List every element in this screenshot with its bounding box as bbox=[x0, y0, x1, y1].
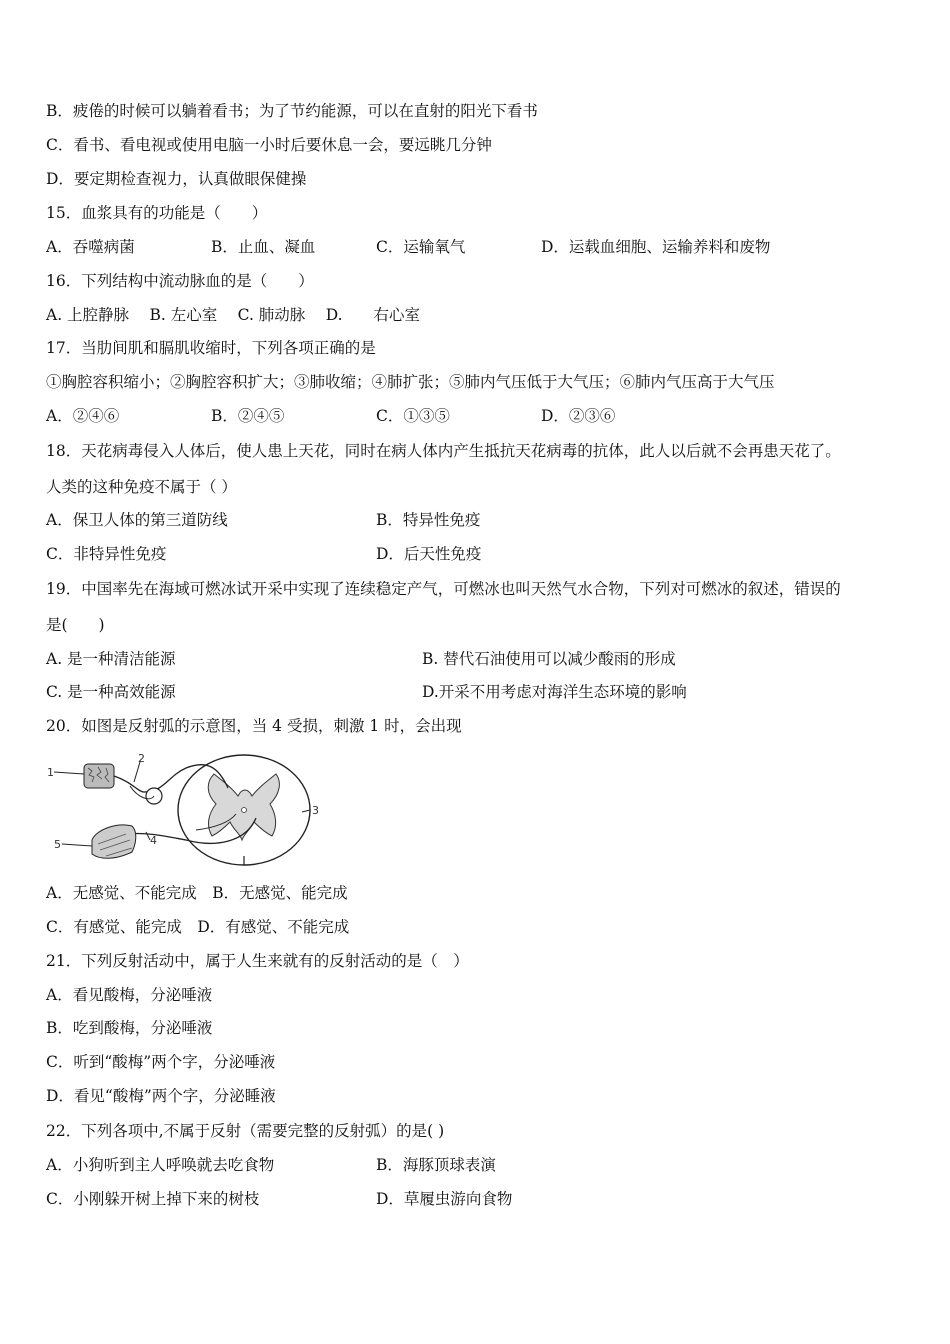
q14-option-d: D．要定期检查视力，认真做眼保健操 bbox=[46, 170, 307, 188]
q18-option-c: C．非特异性免疫 bbox=[46, 545, 167, 563]
q19-option-c: C. 是一种高效能源 bbox=[46, 683, 176, 701]
q22-option-c: C．小刚躲开树上掉下来的树枝 bbox=[46, 1190, 260, 1208]
q18-option-a: A．保卫人体的第三道防线 bbox=[46, 511, 228, 529]
q17-stem: 17．当肋间肌和膈肌收缩时，下列各项正确的是 bbox=[46, 339, 376, 357]
q19-stem-line1: 19．中国率先在海域可燃冰试开采中实现了连续稳定产气，可燃冰也叫天然气水合物，下列对可燃冰的叙述，错误的 bbox=[46, 580, 841, 598]
q22-stem: 22．下列各项中,不属于反射（需要完整的反射弧）的是( ) bbox=[46, 1122, 445, 1140]
q16-stem: 16．下列结构中流动脉血的是（ ） bbox=[46, 272, 314, 290]
q17-option-a: A．②④⑥ bbox=[46, 407, 120, 425]
label-2-leader bbox=[134, 762, 140, 782]
q17-option-b: B．②④⑤ bbox=[211, 407, 285, 425]
q21-stem: 21．下列反射活动中，属于人生来就有的反射活动的是（ ） bbox=[46, 952, 469, 970]
q17-option-d: D．②③⑥ bbox=[541, 407, 616, 425]
q21-option-c: C．听到“酸梅”两个字，分泌唾液 bbox=[46, 1053, 276, 1071]
label-5: 5 bbox=[54, 838, 61, 851]
label-1: 1 bbox=[47, 766, 54, 779]
q15-stem: 15．血浆具有的功能是（ ） bbox=[46, 204, 268, 222]
q21-option-a: A．看见酸梅，分泌唾液 bbox=[46, 986, 213, 1004]
q22-option-b: B．海豚顶球表演 bbox=[376, 1156, 496, 1174]
q19-option-a: A. 是一种清洁能源 bbox=[46, 650, 176, 668]
label-5-leader bbox=[62, 844, 92, 846]
q17-statements: ①胸腔容积缩小；②胸腔容积扩大；③肺收缩；④肺扩张；⑤肺内气压低于大气压；⑥肺内气压高于大气压 bbox=[46, 373, 775, 391]
q15-option-c: C．运输氧气 bbox=[376, 238, 466, 256]
q14-option-c: C．看书、看电视或使用电脑一小时后要休息一会，要远眺几分钟 bbox=[46, 136, 492, 154]
reflex-arc-diagram bbox=[46, 752, 326, 872]
q15-option-a: A．吞噬病菌 bbox=[46, 238, 135, 256]
central-canal bbox=[242, 808, 247, 813]
label-3: 3 bbox=[312, 804, 319, 817]
q18-stem-line2: 人类的这种免疫不属于（ ） bbox=[46, 478, 237, 496]
label-1-leader bbox=[54, 772, 84, 774]
q17-option-c: C．①③⑤ bbox=[376, 407, 450, 425]
q15-option-b: B．止血、凝血 bbox=[211, 238, 316, 256]
q21-option-b: B．吃到酸梅，分泌唾液 bbox=[46, 1019, 213, 1037]
receptor bbox=[84, 764, 114, 788]
q19-option-b: B. 替代石油使用可以减少酸雨的形成 bbox=[422, 650, 676, 668]
q22-option-a: A．小狗听到主人呼唤就去吃食物 bbox=[46, 1156, 275, 1174]
q18-option-b: B．特异性免疫 bbox=[376, 511, 481, 529]
q19-stem-line2: 是( ) bbox=[46, 616, 105, 634]
q20-options-cd: C．有感觉、能完成 D．有感觉、不能完成 bbox=[46, 918, 350, 936]
q18-stem-line1: 18．天花病毒侵入人体后，使人患上天花，同时在病人体内产生抵抗天花病毒的抗体，此人以后就不会再患天花了。 bbox=[46, 442, 841, 460]
q19-option-d: D.开采不用考虑对海洋生态环境的影响 bbox=[422, 683, 687, 701]
label-4: 4 bbox=[150, 834, 157, 847]
label-2: 2 bbox=[138, 752, 145, 765]
q21-option-d: D．看见“酸梅”两个字，分泌睡液 bbox=[46, 1087, 276, 1105]
q15-option-d: D．运载血细胞、运输养料和废物 bbox=[541, 238, 771, 256]
q16-options: A. 上腔静脉 B. 左心室 C. 肺动脉 D. 右心室 bbox=[46, 306, 421, 324]
q20-stem: 20．如图是反射弧的示意图，当 4 受损，刺激 1 时，会出现 bbox=[46, 717, 462, 735]
q14-option-b: B．疲倦的时候可以躺着看书；为了节约能源，可以在直射的阳光下看书 bbox=[46, 102, 538, 120]
q18-option-d: D．后天性免疫 bbox=[376, 545, 482, 563]
q22-option-d: D．草履虫游向食物 bbox=[376, 1190, 513, 1208]
q20-options-ab: A．无感觉、不能完成 B．无感觉、能完成 bbox=[46, 884, 348, 902]
